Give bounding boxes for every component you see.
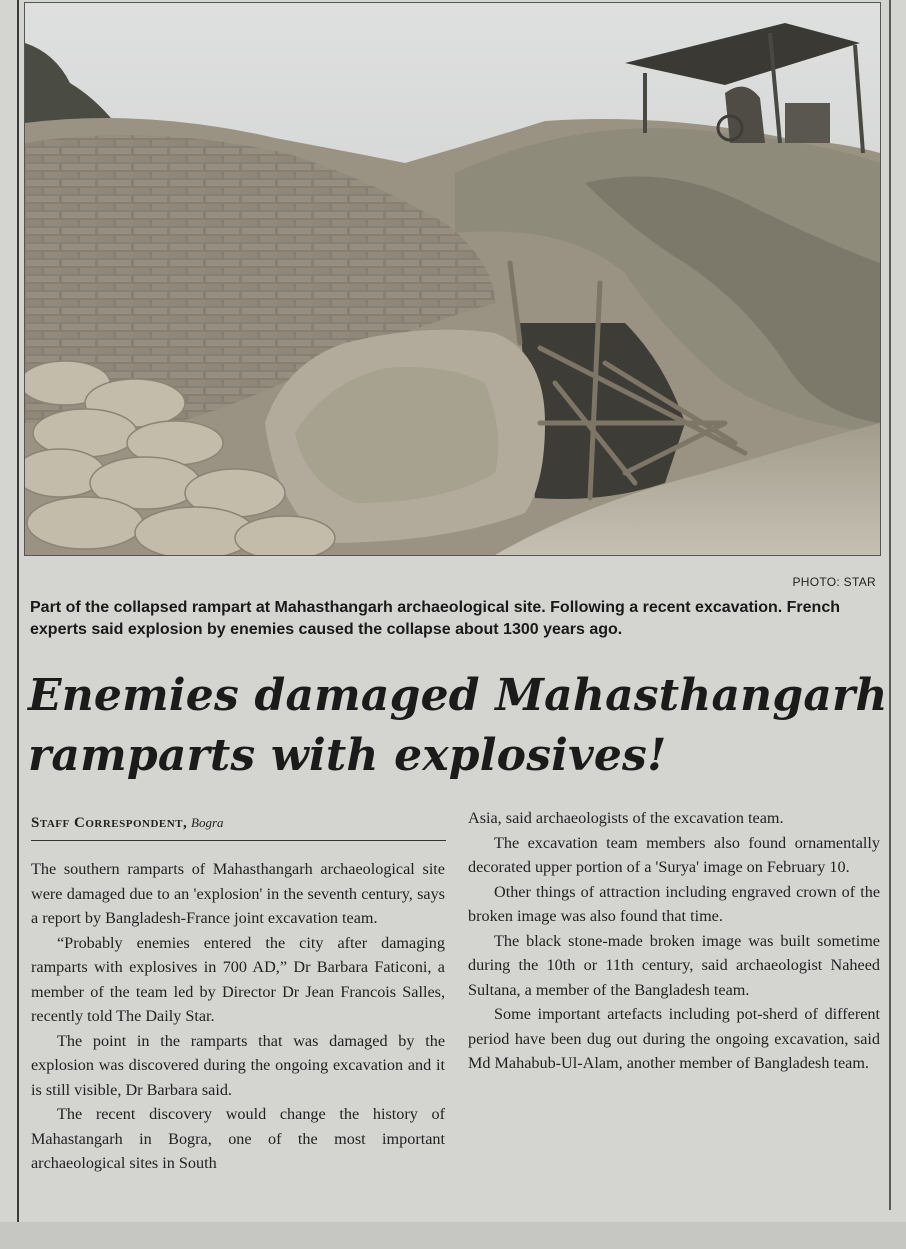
- paragraph: Other things of attraction including engraved crown of the broken image was also found that time.: [468, 882, 880, 925]
- paragraph: Some important artefacts including pot-sherd of different period have been dug out during the ongoing excavation, said Md Mahabub-Ul-Alam, another member of Bangladesh team.: [468, 1005, 880, 1072]
- column-rule-right: [889, 0, 891, 1210]
- paragraph: The black stone-made broken image was built sometime during the 10th or 11th century, said archaeologist Naheed Sultana, a member of the Bangladesh team.: [468, 931, 880, 999]
- paragraph: Asia, said archaeologists of the excavation team.: [468, 809, 784, 827]
- byline-name: Staff Correspondent,: [31, 815, 188, 831]
- paragraph: The point in the ramparts that was damaged by the explosion was discovered during the ongoing excavation and it is still visible, Dr Barbara said.: [31, 1031, 445, 1099]
- paragraph: The excavation team members also found ornamentally decorated upper portion of a 'Surya' image on February 10.: [468, 833, 880, 876]
- paragraph: “Probably enemies entered the city after damaging ramparts with explosives in 700 AD,” Dr Barbara Faticoni, a member of the team led by Director Dr Jean Francois Salles, recently told The Daily Star.: [31, 933, 445, 1025]
- headline: Enemies damaged Mahasthangarh ramparts with explosives!: [28, 670, 888, 781]
- article-column-1: [31, 857, 445, 1176]
- excavation-photo: [24, 2, 881, 556]
- photo-credit: PHOTO: STAR: [792, 575, 876, 589]
- page-bottom-edge: [0, 1222, 906, 1249]
- photo-caption: Part of the collapsed rampart at Mahasthangarh archaeological site. Following a recent excavation. French experts said explosion by enemies caused the collapse about 1300 years ago.: [30, 599, 840, 638]
- byline: [31, 815, 446, 841]
- paragraph: The southern ramparts of Mahasthangarh archaeological site were damaged due to an 'explosion' in the seventh century, says a report by Bangladesh-France joint excavation team.: [31, 860, 445, 927]
- byline-location: Bogra: [191, 815, 224, 830]
- article-column-2: [468, 806, 880, 1076]
- column-rule-left: [17, 0, 19, 1222]
- paragraph: The recent discovery would change the history of Mahastangarh in Bogra, one of the most important archaeological sites in South: [31, 1105, 445, 1172]
